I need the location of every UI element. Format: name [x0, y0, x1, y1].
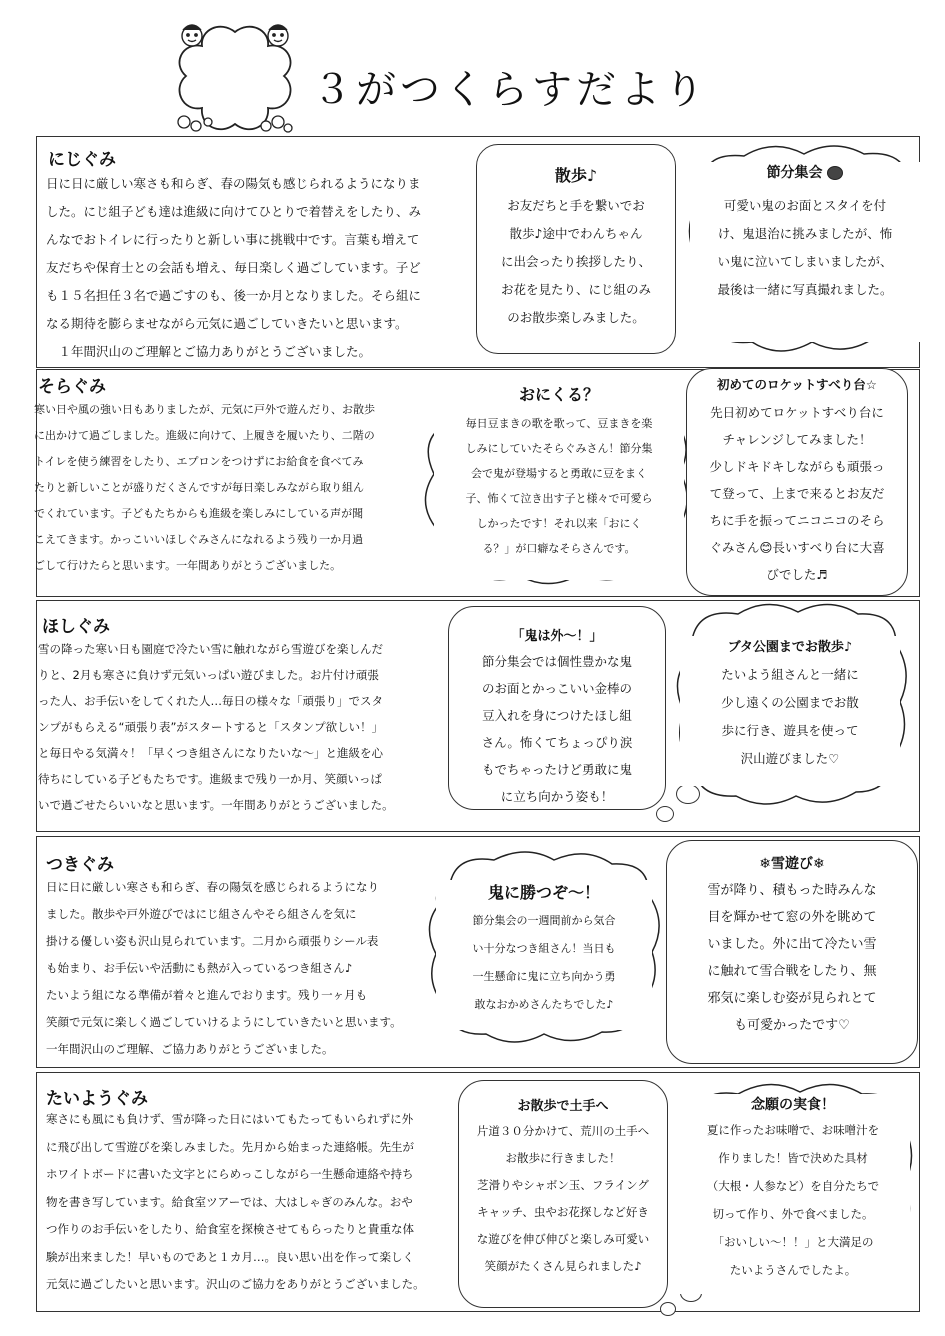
bubble-body: 夏に作ったお味噌で、お味噌汁を 作りました！皆で決めた具材 （大根・人参など）を自分たちで 切って作り、外で食べました。 「おいしい～！！」と大満足の たいようさんでしたよ。 — [706, 1123, 880, 1277]
section-body-tsuki: 日に日に厳しい寒さも和らぎ、春の陽気を感じられるようになり ました。散歩や戸外遊びではにじ組さんやそら組さんを気に 掛ける優しい姿も沢山見られています。二月から頑張りシール表 も始まり、お手伝いや活動にも熱が入っているつき組さん♪ たいよう組になる準備が着々と進んでおります。残り一ヶ月も 笑顔で元気に楽しく過ごしていけるようにしていきたいと思います。 一年間沢山のご理解、ご協力ありがとうございました。 — [46, 880, 402, 1056]
bubble-hoshi-oni — [448, 606, 666, 810]
section-title-taiyou: たいようぐみ — [46, 1089, 148, 1109]
bubble-body: お友だちと手を繋いでお 散歩♪途中でわんちゃん に出会ったり挨拶したり、 お花を見たり、にじ組のみ のお散歩楽しみました。 — [500, 198, 651, 325]
bubble-title: おにくる？ — [518, 385, 599, 404]
bubble-title: 節分集会 — [690, 162, 920, 182]
bubble-niji-walk — [476, 144, 676, 354]
bubble-taiyou-walk — [458, 1080, 668, 1308]
section-title-tsuki: つきぐみ — [46, 855, 114, 875]
section-body-hoshi: 雪の降った寒い日も園庭で冷たい雪に触れながら雪遊びを楽しんだ りと、2月も寒さに負けず元気いっぱい遊びました。お片付け頑張 った人、お手伝いをしてくれた人…毎日の様々な「頑張り」でスタ ンプがもらえる“頑張り表”がスタートすると「スタンプ欲しい！」 と毎日やる気満々！「早くつき組さんになりたいな～」と進級を心 待ちにしている子どもたちです。進級まで残り一か月、笑顔いっぱ いで過ごせたらいいなと思います。一年間ありがとうございました。 — [38, 642, 394, 812]
bubble-title: 鬼に勝つぞ～！ — [487, 883, 600, 902]
bubble-title: ❄雪遊び❄ — [759, 856, 825, 872]
header-flower-illustration — [170, 22, 300, 142]
bubble-body: 片道３０分かけて、荒川の土手へ お散歩に行きました！ 芝滑りやシャボン玉、フライング キャッチ、虫やお花探しなど好き な遊びを伸び伸びと楽しみ可愛い 笑顔がたくさん見られました♪ — [476, 1124, 650, 1273]
bubble-title: お散歩で土手へ — [517, 1099, 609, 1114]
section-title-sora: そらぐみ — [38, 377, 106, 397]
bubble-title: 初めてのロケットすべり台☆ — [717, 377, 877, 392]
bubble-body: 節分集会の一週間前から気合 い十分なつき組さん！当日も 一生懸命に鬼に立ち向かう勇 敢なおかめさんたちでした♪ — [472, 914, 616, 1011]
bubble-title: 「鬼は外～！」 — [511, 629, 603, 644]
bubble-tsuki-snow — [666, 840, 918, 1064]
bubble-taiyou-food — [676, 1094, 910, 1294]
section-body-taiyou: 寒さにも風にも負けず、雪が降った日にはいてもたってもいられずに外 に飛び出して雪遊びを楽しみました。先月から始まった連絡帳。先生が ホワイトボードに書いた文字とにらめっこしながら一生懸命連絡や持ち 物を書き写しています。給食室ツアーでは、大はしゃぎのみんな。おや つ作りのお手伝いをしたり、給食室を探検させてもらったりと貴重な体 験が出来ました！早いものであと１カ月…。良い思い出を作って楽しく 元気に過ごしたいと思います。沢山のご協力をありがとうございました。 — [46, 1112, 425, 1291]
bubble-body: 節分集会では個性豊かな鬼 のお面とかっこいい金棒の 豆入れを身につけたほし組 さん。怖くてちょっぴり涙 もでちゃったけど勇敢に鬼 に立ち向かう姿も！ — [481, 654, 633, 804]
bubble-sora-oni — [434, 380, 684, 580]
bubble-body: たいよう組さんと一緒に 少し遠くの公園までお散 歩に行き、遊具を使って 沢山遊びました♡ — [721, 667, 859, 766]
section-title-niji: にじぐみ — [48, 150, 116, 170]
bubble-title: ブタ公園までお散歩♪ — [727, 640, 853, 655]
bubble-body: 先日初めてロケットすべり台に チャレンジしてみました！ 少しドキドキしながらも頑張っ て登って、上まで来るとお友だ ちに手を振ってニコニコのそら ぐみさん😊長いすべり台に大喜 びでした♬ — [709, 405, 885, 582]
bubble-tsuki-oni — [436, 880, 652, 1030]
thought-dot — [660, 1302, 676, 1316]
child-face-icon — [268, 25, 288, 46]
bubble-title: 散歩♪ — [554, 166, 598, 185]
page-title: ３がつくらすだより — [312, 67, 708, 113]
bubble-niji-setsubun — [690, 162, 920, 342]
section-body-niji: 日に日に厳しい寒さも和らぎ、春の陽気も感じられるようになりま した。にじ組子ども達は進級に向けてひとりで着替えをしたり、み んなでおトイレに行ったりと新しい事に挑戦中です。言葉も増えて 友だちや保育士との会話も増え、毎日楽しく過ごしています。子ど も１５名担任３名で過ごすのも、後一か月となりました。そら組に なる期待を膨らませながら元気に過ごしていきたいと思います。 １年間沢山のご理解とご協力ありがとうございました。 — [46, 176, 422, 359]
section-title-hoshi: ほしぐみ — [42, 617, 110, 637]
section-body-sora: 寒い日や風の強い日もありましたが、元気に戸外で遊んだり、お散歩 に出かけて過ごしました。進級に向けて、上履きを履いたり、二階の トイレを使う練習をしたり、エプロンをつけずにお給食を食べてみ たりと新しいことが盛りだくさんですが毎日楽しみながら取り組ん でくれています。子どもたちからも進級を楽しみにしている声が聞 こえてきます。かっこいいほしぐみさんになれるよう残り一か月過 ごして行けたらと思います。一年間ありがとうございました。 — [34, 403, 375, 572]
bubble-body: 毎日豆まきの歌を歌って、豆まきを楽 しみにしていたそらぐみさん！節分集 会で鬼が登場すると勇敢に豆をまく 子、怖くて泣き出す子と様々で可愛ら しかったです！それ以来「おにく る？」が口癖なそらさんです。 — [465, 417, 653, 555]
oni-face-icon — [827, 166, 843, 180]
bubble-title: 念願の実食！ — [751, 1097, 835, 1113]
bubble-sora-rocket-slide — [686, 368, 908, 596]
child-face-icon — [182, 25, 202, 46]
bubble-body: 可愛い鬼のお面とスタイを付 け、鬼退治に挑みましたが、怖 い鬼に泣いてしまいましたが、 最後は一緒に写真撮れました。 — [717, 198, 893, 297]
bubble-body: 雪が降り、積もった時みんな 目を輝かせて窓の外を眺めて いました。外に出て冷たい雪 に触れて雪合戦をしたり、無 邪気に楽しむ姿が見られとて も可愛かったです♡ — [707, 883, 877, 1033]
bubble-hoshi-walk — [680, 636, 900, 786]
